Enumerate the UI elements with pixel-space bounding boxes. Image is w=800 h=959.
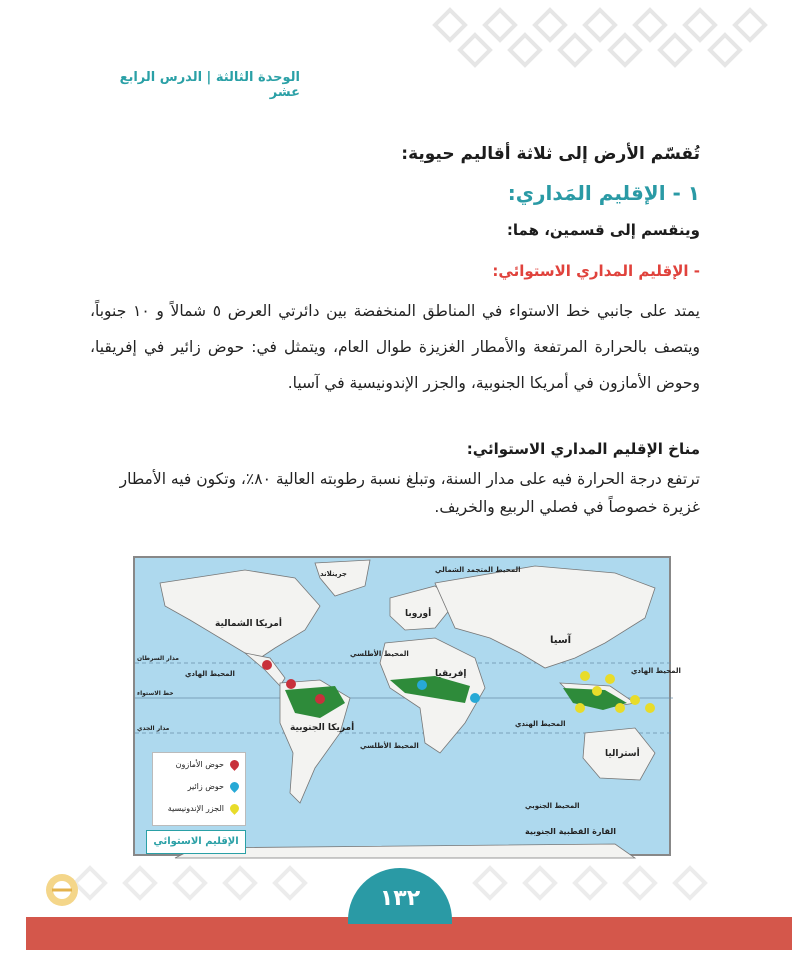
paragraph-equatorial-region: يمتد على جانبي خط الاستواء في المناطق المنخفضة بين دائرتي العرض ٥ شمالاً و ١٠ جنوباً، ويتصف بالحرارة المرتفعة والأمطار الغزيزة طوال العام، ويتمثل في: حوض زائير في إفريقيا، وحوض الأمازون في أمريكا الجنوبية، والجزر الإندونيسية في آسيا. xyxy=(90,302,700,392)
indonesia-pin xyxy=(615,703,625,713)
asia-shape xyxy=(435,566,655,668)
map-caption: الإقليم الاستوائي xyxy=(146,830,246,854)
amazon-pin xyxy=(286,679,296,689)
indonesia-pin xyxy=(580,671,590,681)
label-indian-ocean: المحيط الهندي xyxy=(515,720,566,728)
label-greenland: جرينلاند xyxy=(320,570,347,578)
decorative-pattern-top xyxy=(430,0,790,70)
indonesia-pin xyxy=(605,674,615,684)
legend-item-amazon xyxy=(153,753,245,775)
label-pacific-west: المحيط الهادي xyxy=(631,667,681,675)
legend-label: حوض زائير xyxy=(187,781,224,791)
label-asia: آسيا xyxy=(550,635,572,646)
legend-item-zaire xyxy=(153,775,245,797)
label-tropic-capricorn: مدار الجدي xyxy=(137,725,170,732)
label-europe: أوروبا xyxy=(405,609,432,619)
indonesia-pin xyxy=(575,703,585,713)
amazon-pin xyxy=(315,694,325,704)
lesson-header: الوحدة الثالثة | الدرس الرابع عشر xyxy=(119,70,300,100)
label-pacific-east: المحيط الهادي xyxy=(185,670,235,678)
indonesia-pin xyxy=(630,695,640,705)
subsection-title: - الإقليم المداري الاستوائي: xyxy=(492,262,700,280)
intro-heading: تُقسّم الأرض إلى ثلاثة أقاليم حيوية: xyxy=(401,144,700,164)
legend-label: الجزر الإندونيسية xyxy=(167,803,224,813)
zaire-pin xyxy=(417,680,427,690)
label-southern-ocean: المحيط الجنوبي xyxy=(525,802,580,810)
map-pin-icon xyxy=(228,758,241,771)
label-antarctica: القارة القطبية الجنوبية xyxy=(525,827,616,836)
publisher-logo-icon xyxy=(40,868,84,912)
indonesia-pin xyxy=(592,686,602,696)
label-tropic-cancer: مدار السرطان xyxy=(137,655,179,662)
legend-label: حوض الأمازون xyxy=(175,759,224,769)
map-legend xyxy=(152,752,246,826)
subsection-intro: وينقسم إلى قسمين، هما: xyxy=(506,221,700,239)
page-number: ١٣٢ xyxy=(348,868,452,924)
map-pin-icon xyxy=(228,802,241,815)
greenland-shape xyxy=(315,560,370,596)
climate-heading: مناخ الإقليم المداري الاستوائي: xyxy=(466,440,700,458)
label-south-america: أمريكا الجنوبية xyxy=(290,723,355,733)
label-atlantic-south: المحيط الأطلسي xyxy=(360,742,419,750)
indonesia-pin xyxy=(645,703,655,713)
label-equator: خط الاستواء xyxy=(137,690,174,697)
label-north-america: أمريكا الشمالية xyxy=(215,619,282,629)
label-atlantic-north: المحيط الأطلسي xyxy=(350,650,409,658)
section-title: ١ - الإقليم المَداري: xyxy=(507,181,700,205)
map-pin-icon xyxy=(228,780,241,793)
label-arctic-ocean: المحيط المتجمد الشمالي xyxy=(435,566,521,574)
amazon-pin xyxy=(262,660,272,670)
label-australia: أستراليا xyxy=(605,749,640,759)
legend-item-indonesia xyxy=(153,797,245,819)
north-america-shape xyxy=(160,570,320,658)
label-africa: إفريقيا xyxy=(435,669,467,679)
zaire-pin xyxy=(470,693,480,703)
paragraph-climate: ترتفع درجة الحرارة فيه على مدار السنة، وتبلغ نسبة رطوبته العالية ٨٠٪، وتكون فيه الأمطار غزيرة خصوصاً في فصلي الربيع والخريف. xyxy=(119,470,700,516)
